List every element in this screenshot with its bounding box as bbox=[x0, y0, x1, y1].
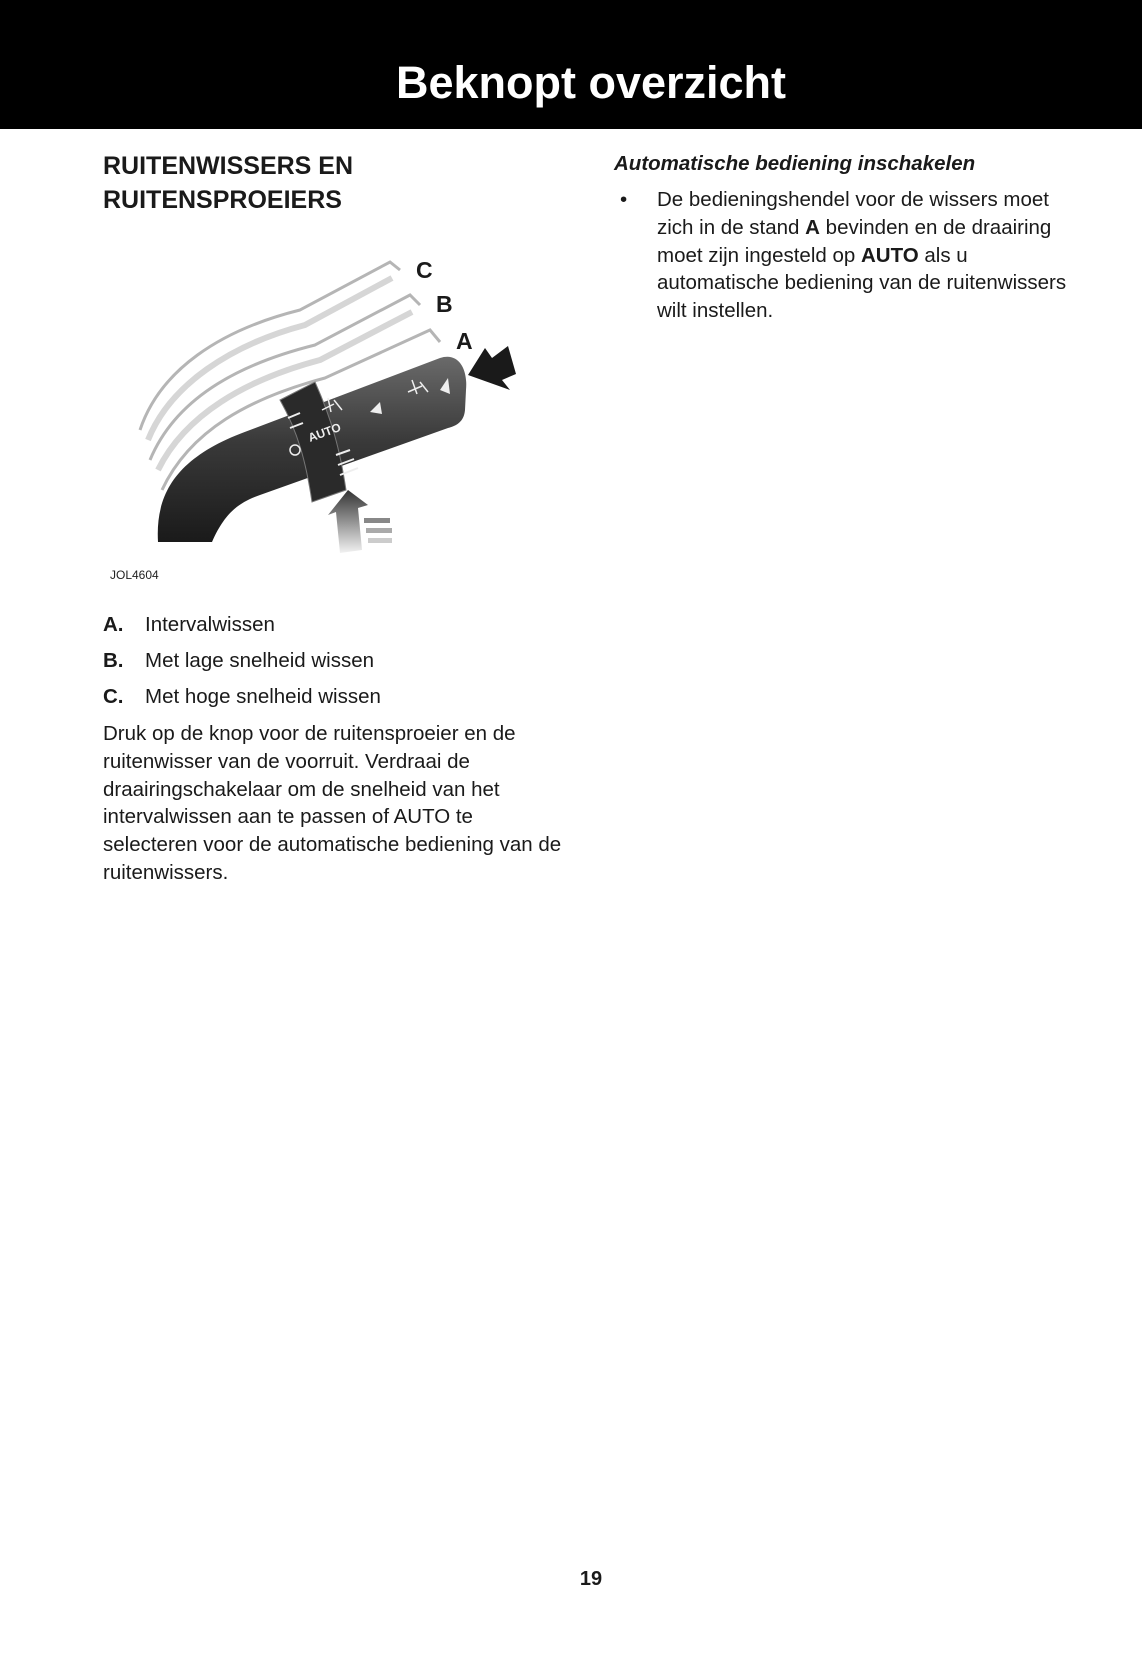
bullet-text-bold: AUTO bbox=[860, 243, 919, 267]
header-bar bbox=[0, 0, 1142, 129]
section-title bbox=[103, 149, 523, 217]
bullet-text bbox=[657, 186, 1087, 325]
list-item bbox=[103, 648, 563, 684]
position-label-b: B bbox=[436, 291, 453, 317]
list-item bbox=[103, 612, 563, 648]
bullet-text-part: als u automatische bediening van de ruitenwissers wilt instellen. bbox=[657, 243, 1067, 323]
bullet-text-bold: A bbox=[805, 215, 820, 239]
section-title-line1: RUITENWISSERS EN bbox=[103, 152, 354, 180]
list-item-key: C. bbox=[103, 685, 124, 708]
position-list bbox=[103, 612, 563, 720]
bullet-text-part: De bedieningshendel voor de wissers moet zich in de stand bbox=[657, 188, 1050, 239]
subsection-heading: Automatische bediening inschakelen bbox=[614, 152, 976, 175]
bullet-marker: • bbox=[620, 188, 628, 211]
list-item-key: B. bbox=[103, 649, 124, 672]
wiper-stalk-drawing bbox=[100, 250, 560, 590]
body-paragraph: Druk op de knop voor de ruitensproeier en de ruitenwisser van de voorruit. Verdraai de draairingschakelaar om de snelheid van het intervalwissen aan te passen of AUTO te selecteren voor de automatische bediening van de ruitenwissers. bbox=[103, 722, 562, 884]
bullet-text-part: bevinden en de draairing moet zijn ingesteld op bbox=[657, 215, 1052, 267]
page-title: Beknopt overzicht bbox=[395, 57, 787, 108]
section-title-line2: RUITENSPROEIERS bbox=[103, 186, 342, 214]
pull-arrow-icon bbox=[328, 490, 368, 553]
list-item bbox=[103, 684, 563, 720]
page-number: 19 bbox=[579, 1568, 603, 1590]
position-label-a: A bbox=[456, 328, 473, 354]
list-item-text: Met lage snelheid wissen bbox=[145, 649, 375, 672]
list-item-text: Intervalwissen bbox=[145, 613, 275, 636]
position-label-c: C bbox=[416, 257, 433, 283]
auto-setting-label: AUTO bbox=[306, 420, 343, 445]
list-item-key: A. bbox=[103, 613, 124, 636]
list-item-text: Met hoge snelheid wissen bbox=[145, 685, 381, 708]
wiper-stalk-illustration bbox=[100, 250, 560, 590]
figure-code: JOL4604 bbox=[110, 568, 159, 582]
push-arrow-icon bbox=[468, 346, 516, 390]
